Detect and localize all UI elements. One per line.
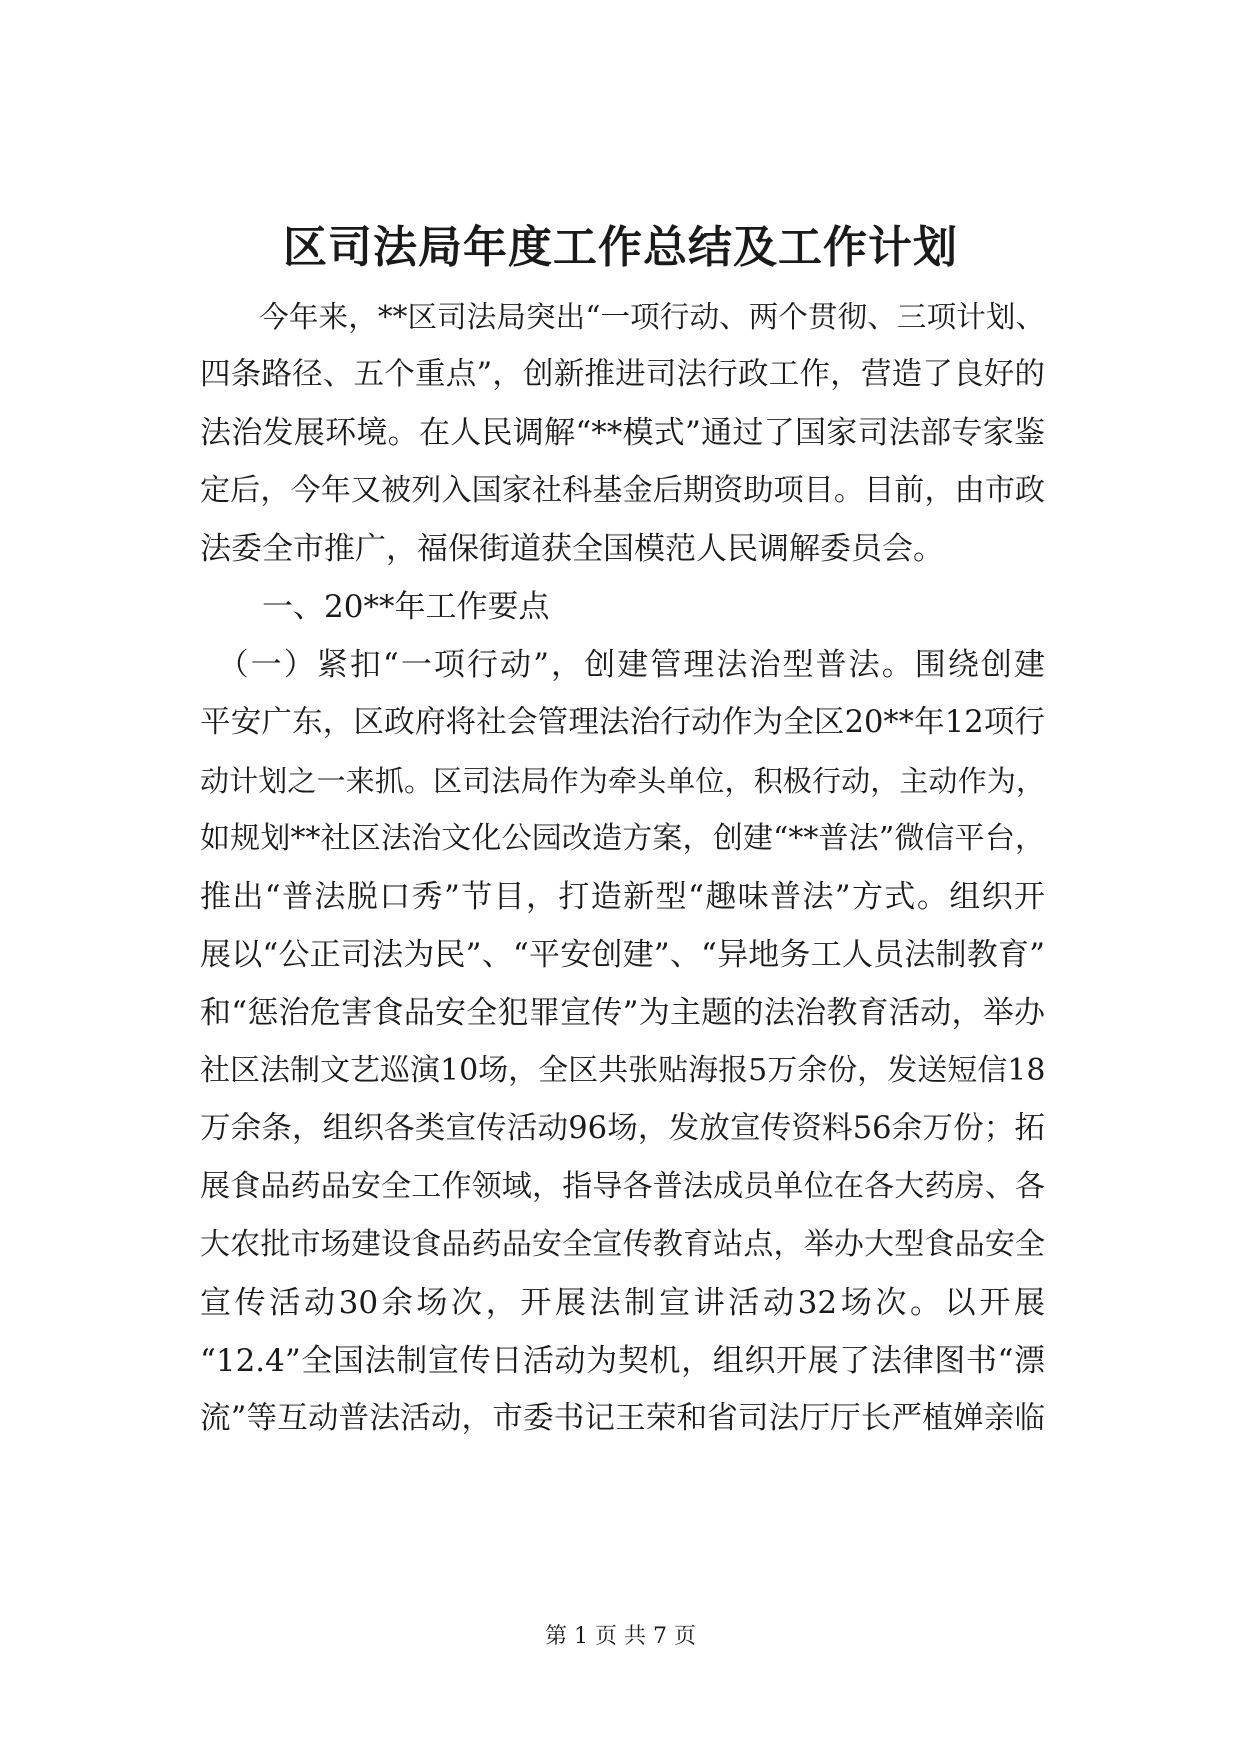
body-line: 展食品药品安全工作领域，指导各普法成员单位在各大药房、各 [200, 1169, 1045, 1204]
body-line: 一、20**年工作要点 [200, 589, 550, 625]
body-line: 法治发展环境。在人民调解“**模式”通过了国家司法部专家鉴 [200, 415, 1045, 451]
body-line: 社区法制文艺巡演10场，全区共张贴海报5万余份，发送短信18 [200, 1053, 1045, 1088]
body-line: 万余条，组织各类宣传活动96场，发放宣传资料56余万份；拓 [200, 1111, 1045, 1146]
page-number-footer: 第 1 页 共 7 页 [545, 1624, 696, 1649]
body-line: 四条路径、五个重点”，创新推进司法行政工作，营造了良好的 [200, 357, 1045, 392]
body-line: 宣传活动30余场次，开展法制宣讲活动32场次。以开展 [200, 1285, 1045, 1321]
body-line: 法委全市推广，福保街道获全国模范人民调解委员会。 [200, 531, 944, 567]
body-line: 今年来，**区司法局突出“一项行动、两个贯彻、三项计划、 [200, 300, 1045, 334]
body-line: 动计划之一来抓。区司法局作为牵头单位，积极行动，主动作为， [200, 764, 1045, 798]
body-line: 展以“公正司法为民”、“平安创建”、“异地务工人员法制教育” [200, 937, 1045, 973]
body-line: 平安广东，区政府将社会管理法治行动作为全区20**年12项行 [200, 705, 1045, 740]
body-line: 和“惩治危害食品安全犯罪宣传”为主题的法治教育活动，举办 [200, 995, 1045, 1031]
body-line: （一）紧扣“一项行动”，创建管理法治型普法。围绕创建 [200, 647, 1045, 683]
body-line: 大农批市场建设食品药品安全宣传教育站点，举办大型食品安全 [200, 1227, 1045, 1262]
body-line: 定后，今年又被列入国家社科基金后期资助项目。目前，由市政 [200, 473, 1045, 508]
body-line: “12.4”全国法制宣传日活动为契机，组织开展了法律图书“漂 [200, 1343, 1045, 1379]
body-line: 如规划**社区法治文化公园改造方案，创建“**普法”微信平台， [200, 821, 1045, 856]
body-line: 推出“普法脱口秀”节目，打造新型“趣味普法”方式。组织开 [200, 879, 1045, 915]
body-line: 流”等互动普法活动，市委书记王荣和省司法厅厅长严植婵亲临 [200, 1401, 1045, 1436]
document-body [200, 288, 1045, 1448]
document-title: 区司法局年度工作总结及工作计划 [283, 222, 958, 273]
